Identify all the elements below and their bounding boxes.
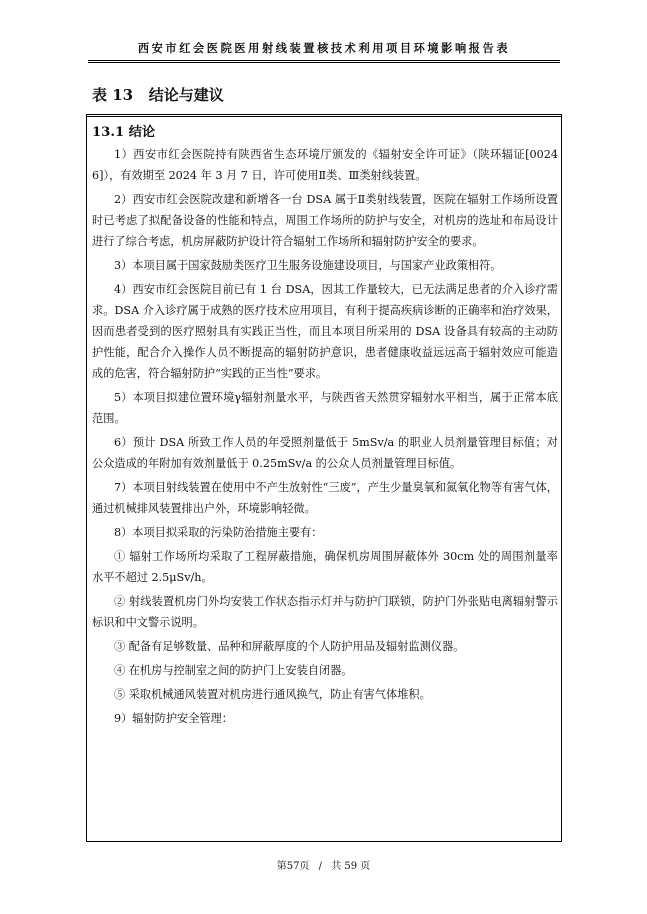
- content-box-double-rule: [86, 116, 562, 117]
- measure-item-3: ③ 配备有足够数量、品种和屏蔽厚度的个人防护用品及辐射监测仪器。: [114, 640, 465, 653]
- conclusion-body: [92, 144, 558, 732]
- paragraph-8: 8）本项目拟采取的污染防治措施主要有：: [114, 526, 323, 539]
- header-rule-secondary: [88, 62, 560, 63]
- measure-item-2: ② 射线装置机房门外均安装工作状态指示灯并与防护门联锁，防护门外张贴电离辐射警示标识和中文警示说明。: [92, 595, 558, 629]
- subsection-title: 13.1 结论: [92, 125, 156, 140]
- paragraph-3: 3）本项目属于国家鼓励类医疗卫生服务设施建设项目，与国家产业政策相符。: [114, 259, 502, 272]
- measure-item-4: ④ 在机房与控制室之间的防护门上安装自闭器。: [114, 664, 353, 677]
- page-footer: [0, 857, 647, 872]
- paragraph-9: 9）辐射防护安全管理：: [114, 712, 233, 725]
- page-number: 第57页: [276, 861, 310, 872]
- header-rule: [88, 60, 560, 61]
- section-title: [92, 84, 224, 105]
- page-total: 共 59 页: [331, 861, 371, 872]
- paragraph-1: 1）西安市红会医院持有陕西省生态环境厅颁发的《辐射安全许可证》（陕环辐证[00246]），有效期至 2024 年 3 月 7 日，许可使用Ⅱ类、Ⅲ类射线装置。: [92, 148, 558, 182]
- paragraph-7: 7）本项目射线装置在使用中不产生放射性“三废”，产生少量臭氧和氮氧化物等有害气体，通过机械排风装置排出户外，环境影响轻微。: [92, 481, 558, 515]
- section-title-text: 结论与建议: [148, 86, 224, 104]
- page-separator: /: [318, 861, 322, 872]
- report-header-title: 西安市红会医院医用射线装置核技术利用项目环境影响报告表: [137, 41, 511, 55]
- paragraph-4: 4）西安市红会医院目前已有 1 台 DSA，因其工作量较大，已无法满足患者的介入诊疗需求。DSA 介入诊疗属于成熟的医疗技术应用项目，有利于提高疾病诊断的正确率和治疗效果，因而患者受到的医疗照射具有实践正当性，而且本项目所采用的 DSA 设备具有较高的主动防护性能，配合介入操作人员不断提高的辐射防护意识，患者健康收益远远高于辐射效应可能造成的危害，符合辐射防护“实践的正当性”要求。: [92, 283, 558, 380]
- table-number: 表 13: [92, 86, 134, 104]
- paragraph-5: 5）本项目拟建位置环境γ辐射剂量水平，与陕西省天然贯穿辐射水平相当，属于正常本底范围。: [92, 391, 558, 425]
- paragraph-2: 2）西安市红会医院改建和新增各一台 DSA 属于Ⅱ类射线装置，医院在辐射工作场所设置时已考虑了拟配备设备的性能和特点，周围工作场所的防护与安全，对机房的选址和布局设计进行了综合考虑，机房屏蔽防护设计符合辐射工作场所和辐射防护安全的要求。: [92, 193, 558, 248]
- measure-item-5: ⑤ 采取机械通风装置对机房进行通风换气，防止有害气体堆积。: [114, 688, 431, 701]
- measure-item-1: ① 辐射工作场所均采取了工程屏蔽措施，确保机房周围屏蔽体外 30cm 处的周围剂量率水平不超过 2.5μSv/h。: [92, 550, 558, 584]
- paragraph-6: 6）预计 DSA 所致工作人员的年受照剂量低于 5mSv/a 的职业人员剂量管理目标值；对公众造成的年附加有效剂量低于 0.25mSv/a 的公众人员剂量管理目标值。: [92, 436, 558, 470]
